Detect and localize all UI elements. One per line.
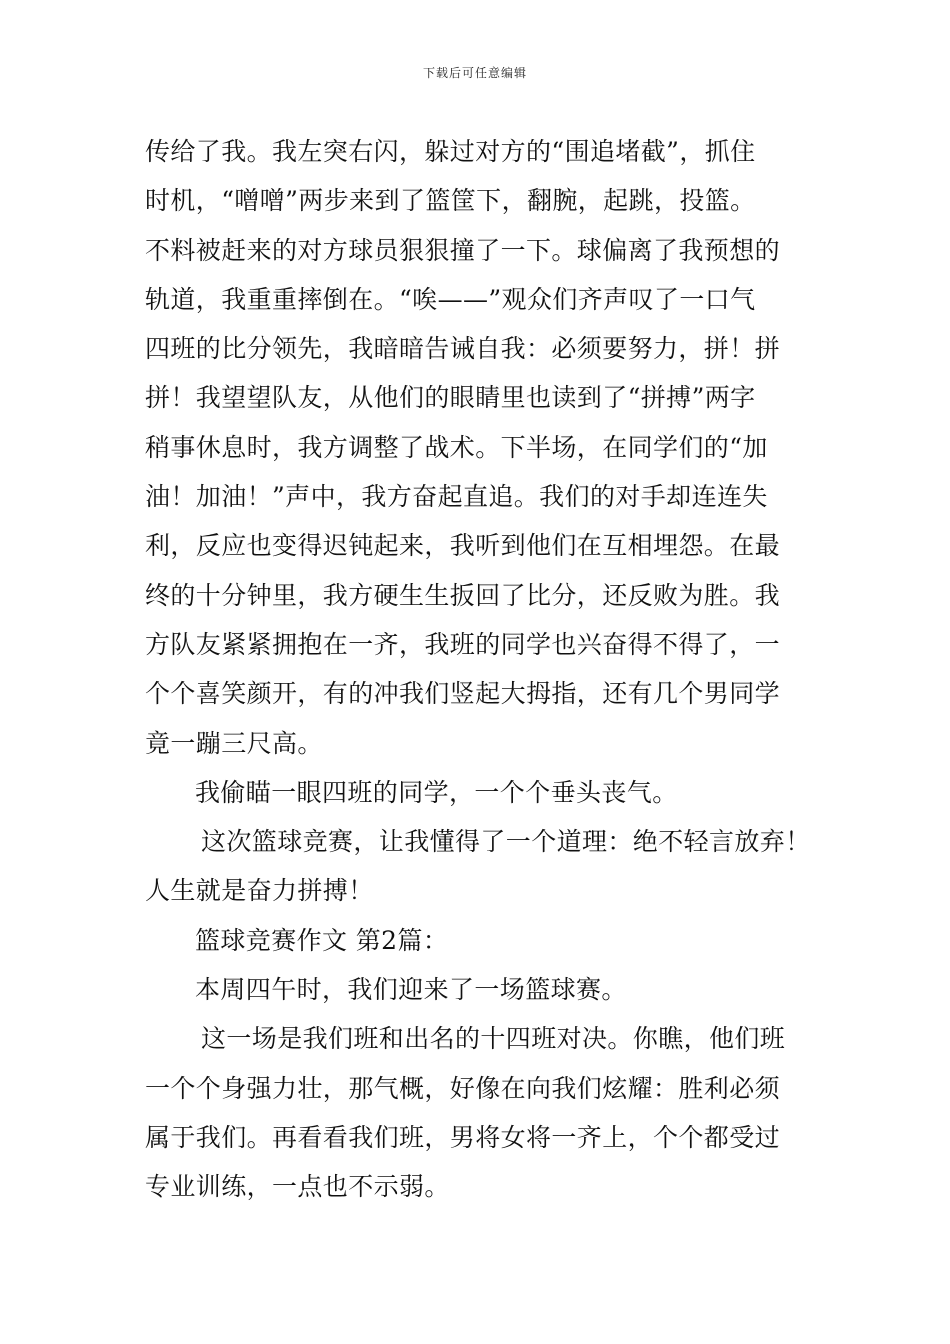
text-line: 方队友紧紧拥抱在一齐，我班的同学也兴奋得不得了，一: [145, 629, 781, 659]
text-line: 竟一蹦三尺高。: [145, 728, 323, 758]
text-line: 时机，“噌噌”两步来到了篮筐下，翻腕，起跳，投篮。: [145, 186, 756, 216]
page-header: 下载后可任意编辑: [422, 66, 527, 80]
paragraph-line: 本周四午时，我们迎来了一场篮球赛。: [195, 975, 627, 1005]
text-line: 专业训练，一点也不示弱。: [145, 1172, 450, 1202]
text-line: 不料被赶来的对方球员狠狠撞了一下。球偏离了我预想的: [145, 235, 781, 265]
text-line: 稍事休息时，我方调整了战术。下半场，在同学们的“加: [145, 432, 768, 462]
text-line: 属于我们。再看看我们班，男将女将一齐上，个个都受过: [145, 1122, 781, 1152]
section-heading: 篮球竞赛作文 第2篇：: [195, 925, 449, 955]
text-line: 四班的比分领先，我暗暗告诫自我：必须要努力，拼！拼: [145, 334, 781, 364]
text-line: 利，反应也变得迟钝起来，我听到他们在互相埋怨。在最: [145, 531, 781, 561]
text-line: 终的十分钟里，我方硬生生扳回了比分，还反败为胜。我: [145, 580, 781, 610]
essay-body: [145, 127, 825, 1212]
text-line: 拼！我望望队友，从他们的眼睛里也读到了“拼搏”两字: [145, 383, 756, 413]
text-line: 个个喜笑颜开，有的冲我们竖起大拇指，还有几个男同学: [145, 679, 781, 709]
text-line: 轨道，我重重摔倒在。“唉——”观众们齐声叹了一口气: [145, 284, 756, 314]
text-line: 一个个身强力壮，那气概，好像在向我们炫耀：胜利必须: [145, 1073, 781, 1103]
text-line: 油！加油！”声中，我方奋起直追。我们的对手却连连失: [145, 482, 768, 512]
text-line: 人生就是奋力拼搏！: [145, 876, 374, 906]
paragraph-line: 这次篮球竞赛，让我懂得了一个道理：绝不轻言放弃！: [201, 827, 811, 857]
paragraph-line: 这一场是我们班和出名的十四班对决。你瞧，他们班: [201, 1024, 786, 1054]
text-line: 传给了我。我左突右闪，躲过对方的“围追堵截”，抓住: [145, 137, 756, 166]
paragraph-line: 我偷瞄一眼四班的同学，一个个垂头丧气。: [195, 777, 678, 807]
